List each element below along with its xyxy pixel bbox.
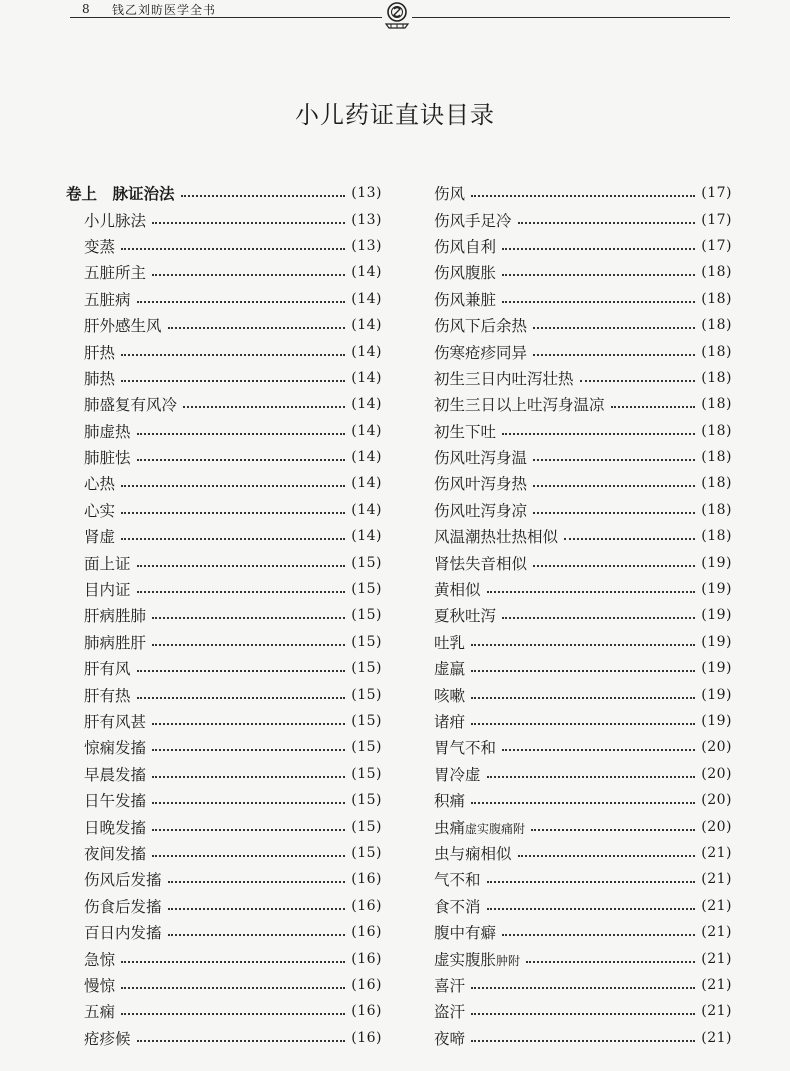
toc-entry-label: 惊痫发搐 — [84, 739, 147, 758]
toc-page-number: (14) — [351, 501, 382, 518]
toc-entry-label: 肺热 — [84, 369, 116, 388]
dot-leader — [531, 827, 695, 831]
dot-leader — [152, 747, 345, 751]
toc-entry — [434, 681, 732, 707]
dot-leader — [121, 959, 345, 963]
toc-page-number: (16) — [351, 1003, 382, 1020]
dot-leader — [471, 695, 695, 699]
toc-entry-label: 伤风腹胀 — [434, 264, 497, 283]
dot-leader — [533, 352, 695, 356]
toc-page-number: (16) — [351, 950, 382, 967]
toc-entry — [66, 312, 382, 338]
toc-entry-label: 五脏所主 — [84, 264, 147, 283]
toc-entry-label: 肝有风甚 — [84, 713, 147, 731]
toc-entry — [434, 787, 732, 813]
toc-page-number: (16) — [351, 1029, 382, 1046]
toc-entry-note: 虚实腹痛附 — [465, 821, 526, 836]
toc-entry — [66, 761, 382, 787]
toc-page-number: (20) — [701, 765, 732, 782]
dot-leader — [152, 272, 345, 276]
toc-entry-label: 虫痛虚实腹痛附 — [434, 818, 526, 837]
toc-entry-label: 伤风 — [434, 185, 466, 204]
dot-leader — [152, 853, 345, 857]
toc-page-number: (21) — [701, 844, 732, 861]
toc-entry — [66, 1025, 382, 1051]
dot-leader — [121, 985, 345, 989]
toc-entry — [434, 655, 732, 681]
toc-page-number: (21) — [701, 1029, 732, 1046]
toc-page-number: (18) — [701, 343, 732, 360]
dot-leader — [152, 721, 345, 725]
toc-page-number: (13) — [351, 237, 382, 254]
toc-page-number: (21) — [701, 976, 732, 993]
toc-page-number: (14) — [351, 396, 382, 413]
dot-leader — [471, 800, 695, 804]
toc-page-number: (21) — [701, 950, 732, 967]
dot-leader — [502, 747, 695, 751]
toc-entry — [434, 286, 732, 312]
toc-entry — [434, 602, 732, 628]
toc-page-number: (14) — [351, 475, 382, 492]
dot-leader — [502, 932, 695, 936]
toc-entry-label: 夏秋吐泻 — [434, 607, 497, 626]
dot-leader — [121, 483, 345, 487]
toc-entry — [434, 549, 732, 575]
toc-entry — [66, 840, 382, 866]
toc-page-number: (18) — [701, 528, 732, 545]
toc-entry-label: 夜间发搐 — [84, 844, 147, 863]
dot-leader — [471, 721, 695, 725]
toc-entry — [434, 945, 732, 971]
toc-page-number: (18) — [701, 317, 732, 334]
toc-page-number: (15) — [351, 818, 382, 835]
toc-page-number: (13) — [351, 185, 382, 202]
dot-leader — [152, 800, 345, 804]
toc-page-number: (16) — [351, 924, 382, 941]
toc-entry-label: 肝有热 — [84, 686, 131, 705]
toc-entry — [66, 972, 382, 998]
toc-entry-label: 肝外感生风 — [84, 317, 162, 336]
toc-entry — [434, 840, 732, 866]
toc-entry — [66, 787, 382, 813]
toc-entry-label: 伤风兼脏 — [434, 290, 497, 309]
toc-entry-label: 心热 — [84, 475, 116, 494]
dot-leader — [502, 272, 695, 276]
dot-leader — [121, 352, 345, 356]
running-header — [60, 0, 730, 22]
toc-entry-label: 喜汗 — [434, 976, 466, 995]
dot-leader — [471, 642, 695, 646]
toc-entry-label: 初生三日以上吐泻身温凉 — [434, 396, 605, 415]
toc-entry — [434, 972, 732, 998]
toc-entry-label: 伤风吐泻身温 — [434, 449, 528, 468]
toc-entry — [434, 761, 732, 787]
toc-entry — [434, 470, 732, 496]
toc-entry-label: 小儿脉法 — [84, 211, 147, 230]
toc-entry-label: 日晚发搐 — [84, 818, 147, 837]
toc-entry — [434, 919, 732, 945]
toc-entry-label: 夜啼 — [434, 1029, 466, 1048]
toc-entry-label: 积痛 — [434, 792, 466, 811]
dot-leader — [152, 774, 345, 778]
toc-entry-label: 变蒸 — [84, 237, 116, 256]
toc-entry — [434, 576, 732, 602]
toc-entry-label: 五脏病 — [84, 290, 131, 309]
toc-entry-label: 诸疳 — [434, 713, 466, 731]
dot-leader — [168, 932, 346, 936]
toc-page-number: (15) — [351, 554, 382, 571]
dot-leader — [121, 536, 345, 540]
toc-entry-note: 肿附 — [496, 953, 521, 968]
toc-entry — [66, 681, 382, 707]
toc-entry-label: 早晨发搐 — [84, 765, 147, 784]
dot-leader — [533, 483, 695, 487]
toc-page-number: (20) — [701, 818, 732, 835]
toc-page-number: (16) — [351, 871, 382, 888]
dot-leader — [471, 1011, 695, 1015]
toc-page-number: (15) — [351, 660, 382, 677]
toc-page-number: (18) — [701, 264, 732, 281]
toc-entry — [434, 259, 732, 285]
toc-page-number: (14) — [351, 422, 382, 439]
toc-entry — [66, 286, 382, 312]
toc-entry-label: 百日内发搐 — [84, 924, 162, 943]
toc-page-number: (21) — [701, 1003, 732, 1020]
dot-leader — [471, 1038, 695, 1042]
toc-page-number: (19) — [701, 713, 732, 729]
dot-leader — [121, 246, 345, 250]
page-number: 8 — [82, 2, 90, 16]
dot-leader — [181, 193, 346, 197]
toc-page-number: (21) — [701, 897, 732, 914]
toc-page-number: (14) — [351, 290, 382, 307]
toc-entry-label: 伤风后发搐 — [84, 871, 162, 890]
toc-entry — [434, 893, 732, 919]
toc-page-number: (15) — [351, 792, 382, 809]
dot-leader — [137, 1038, 346, 1042]
toc-entry — [66, 391, 382, 417]
toc-section-heading — [66, 180, 382, 206]
dot-leader — [487, 906, 696, 910]
toc-entry-label: 肺盛复有风冷 — [84, 396, 178, 415]
toc-page-number: (15) — [351, 686, 382, 703]
toc-page-number: (21) — [701, 871, 732, 888]
toc-page-number: (18) — [701, 290, 732, 307]
toc-page-number: (19) — [701, 660, 732, 677]
dot-leader — [487, 774, 696, 778]
toc-entry-label: 风温潮热壮热相似 — [434, 528, 559, 547]
toc-page-number: (15) — [351, 713, 382, 729]
toc-page-number: (19) — [701, 607, 732, 624]
toc-page-number: (19) — [701, 554, 732, 571]
dot-leader — [502, 246, 695, 250]
toc-entry — [66, 734, 382, 760]
toc-entry-label: 盗汗 — [434, 1003, 466, 1022]
dot-leader — [487, 879, 696, 883]
toc-entry — [66, 418, 382, 444]
toc-entry-label: 虚羸 — [434, 660, 466, 679]
dot-leader — [526, 959, 695, 963]
dot-leader — [471, 193, 695, 197]
toc-entry — [434, 629, 732, 655]
toc-page-number: (13) — [351, 211, 382, 228]
toc-page-number: (18) — [701, 501, 732, 518]
dot-leader — [487, 589, 696, 593]
toc-entry — [434, 523, 732, 549]
toc-entry-label: 肾怯失音相似 — [434, 554, 528, 573]
toc-entry-label: 肾虚 — [84, 528, 116, 547]
toc-entry-label: 肺虚热 — [84, 422, 131, 441]
toc-entry-label: 伤风叶泻身热 — [434, 475, 528, 494]
toc-entry — [66, 893, 382, 919]
toc-entry — [434, 418, 732, 444]
dot-leader — [137, 589, 346, 593]
toc-entry — [66, 576, 382, 602]
toc-page-number: (15) — [351, 607, 382, 624]
toc-entry-label: 面上证 — [84, 554, 131, 573]
book-title: 钱乙刘昉医学全书 — [112, 3, 217, 17]
toc-entry — [66, 470, 382, 496]
dot-leader — [471, 668, 695, 672]
toc-entry — [66, 444, 382, 470]
toc-page-number: (18) — [701, 396, 732, 413]
toc-entry — [66, 655, 382, 681]
toc-entry — [66, 338, 382, 364]
toc-entry — [434, 998, 732, 1024]
dot-leader — [471, 985, 695, 989]
toc-page-number: (18) — [701, 475, 732, 492]
toc-entry — [434, 708, 732, 734]
toc-entry-label: 心实 — [84, 501, 116, 520]
dot-leader — [611, 404, 696, 408]
toc-entry-label: 食不消 — [434, 897, 481, 916]
toc-entry-label: 伤食后发搐 — [84, 897, 162, 916]
toc-entry — [434, 1025, 732, 1051]
toc-entry-label: 肝热 — [84, 343, 116, 362]
toc-page-number: (19) — [701, 686, 732, 703]
toc-entry-label: 卷上 脉证治法 — [66, 184, 175, 204]
toc-entry-label: 目内证 — [84, 581, 131, 600]
dot-leader — [152, 615, 345, 619]
toc-entry-label: 肝病胜肺 — [84, 607, 147, 626]
toc-page-number: (15) — [351, 581, 382, 598]
dot-leader — [533, 510, 695, 514]
dot-leader — [137, 668, 346, 672]
toc-page-number: (14) — [351, 369, 382, 386]
dot-leader — [533, 457, 695, 461]
toc-page-number: (21) — [701, 924, 732, 941]
dot-leader — [137, 563, 346, 567]
toc-entry — [66, 866, 382, 892]
dot-leader — [168, 906, 346, 910]
toc-entry-label: 胃冷虚 — [434, 765, 481, 784]
toc-entry-label: 气不和 — [434, 871, 481, 890]
toc-entry-label: 五痫 — [84, 1003, 116, 1022]
toc-entry — [66, 629, 382, 655]
dot-leader — [152, 642, 345, 646]
toc-entry — [66, 206, 382, 232]
dot-leader — [168, 879, 346, 883]
toc-entry — [434, 813, 732, 839]
dot-leader — [502, 615, 695, 619]
toc-entry-label: 伤风手足冷 — [434, 211, 512, 230]
dot-leader — [518, 220, 696, 224]
dot-leader — [121, 1011, 345, 1015]
toc-entry — [434, 312, 732, 338]
toc-entry-label: 黄相似 — [434, 581, 481, 600]
toc-entry-label: 急惊 — [84, 950, 116, 969]
toc-entry — [434, 180, 732, 206]
dot-leader — [580, 378, 696, 382]
toc-entry — [66, 945, 382, 971]
toc-page-number: (14) — [351, 343, 382, 360]
toc-page-number: (17) — [701, 185, 732, 202]
toc-page-number: (18) — [701, 369, 732, 386]
toc-entry — [66, 497, 382, 523]
toc-entry-label: 虚实腹胀肿附 — [434, 950, 521, 969]
toc-entry-label: 胃气不和 — [434, 739, 497, 758]
toc-entry — [66, 365, 382, 391]
toc-page-number: (16) — [351, 897, 382, 914]
toc-entry — [434, 206, 732, 232]
dot-leader — [502, 431, 695, 435]
toc-entry — [66, 919, 382, 945]
toc-entry — [434, 497, 732, 523]
toc-entry-label: 吐乳 — [434, 633, 466, 652]
toc-page-number: (18) — [701, 449, 732, 466]
dot-leader — [137, 299, 346, 303]
dot-leader — [502, 299, 695, 303]
toc-page-number: (14) — [351, 528, 382, 545]
toc-entry — [66, 233, 382, 259]
toc-entry-label: 腹中有癖 — [434, 924, 497, 943]
dot-leader — [518, 853, 696, 857]
dot-leader — [152, 827, 345, 831]
toc-entry — [66, 259, 382, 285]
toc-entry — [434, 866, 732, 892]
dot-leader — [183, 404, 345, 408]
toc-page-number: (19) — [701, 633, 732, 650]
toc-entry-label: 肝有风 — [84, 660, 131, 679]
toc-entry-label: 咳嗽 — [434, 686, 466, 705]
toc-page-number: (18) — [701, 422, 732, 439]
page-title: 小儿药证直诀目录 — [295, 101, 495, 129]
toc-entry — [434, 734, 732, 760]
toc-entry-label: 伤寒疮疹同异 — [434, 343, 528, 362]
toc-entry-label: 伤风下后余热 — [434, 317, 528, 336]
toc-entry — [66, 602, 382, 628]
toc-page-number: (19) — [701, 581, 732, 598]
publisher-emblem-icon — [382, 0, 412, 30]
toc-entry-label: 日午发搐 — [84, 792, 147, 811]
dot-leader — [533, 325, 695, 329]
toc-page-number: (15) — [351, 844, 382, 861]
toc-entry — [434, 233, 732, 259]
toc-page-number: (16) — [351, 976, 382, 993]
toc-page-number: (15) — [351, 633, 382, 650]
toc-entry — [434, 365, 732, 391]
toc-entry — [434, 444, 732, 470]
dot-leader — [137, 457, 346, 461]
dot-leader — [137, 431, 346, 435]
toc-entry — [434, 338, 732, 364]
toc-entry-label: 肺脏怯 — [84, 449, 131, 468]
toc-entry — [66, 549, 382, 575]
toc-entry-label: 伤风自利 — [434, 237, 497, 256]
toc-entry-label: 伤风吐泻身凉 — [434, 501, 528, 520]
toc-entry-label: 初生下吐 — [434, 422, 497, 441]
toc-page-number: (17) — [701, 237, 732, 254]
toc-entry-label: 初生三日内吐泻壮热 — [434, 369, 574, 388]
toc-entry-label: 虫与痫相似 — [434, 844, 512, 863]
toc-page-number: (20) — [701, 792, 732, 809]
toc-entry-label: 疮疹候 — [84, 1029, 131, 1048]
toc-page-number: (14) — [351, 317, 382, 334]
toc-entry — [66, 523, 382, 549]
dot-leader — [121, 378, 345, 382]
toc-entry-label: 慢惊 — [84, 976, 116, 995]
toc-page-number: (17) — [701, 211, 732, 228]
toc-entry — [66, 708, 382, 734]
dot-leader — [121, 510, 345, 514]
dot-leader — [168, 325, 346, 329]
toc-page-number: (20) — [701, 739, 732, 756]
dot-leader — [137, 695, 346, 699]
toc-page-number: (14) — [351, 264, 382, 281]
toc-page-number: (15) — [351, 739, 382, 756]
dot-leader — [564, 536, 695, 540]
toc-page-number: (15) — [351, 765, 382, 782]
toc-entry — [66, 998, 382, 1024]
toc-entry-label: 肺病胜肝 — [84, 633, 147, 652]
dot-leader — [533, 563, 695, 567]
toc-entry — [66, 813, 382, 839]
dot-leader — [152, 220, 345, 224]
toc-entry — [434, 391, 732, 417]
toc-right-column — [434, 180, 732, 1051]
toc-left-column — [66, 180, 382, 1051]
toc-page-number: (14) — [351, 449, 382, 466]
